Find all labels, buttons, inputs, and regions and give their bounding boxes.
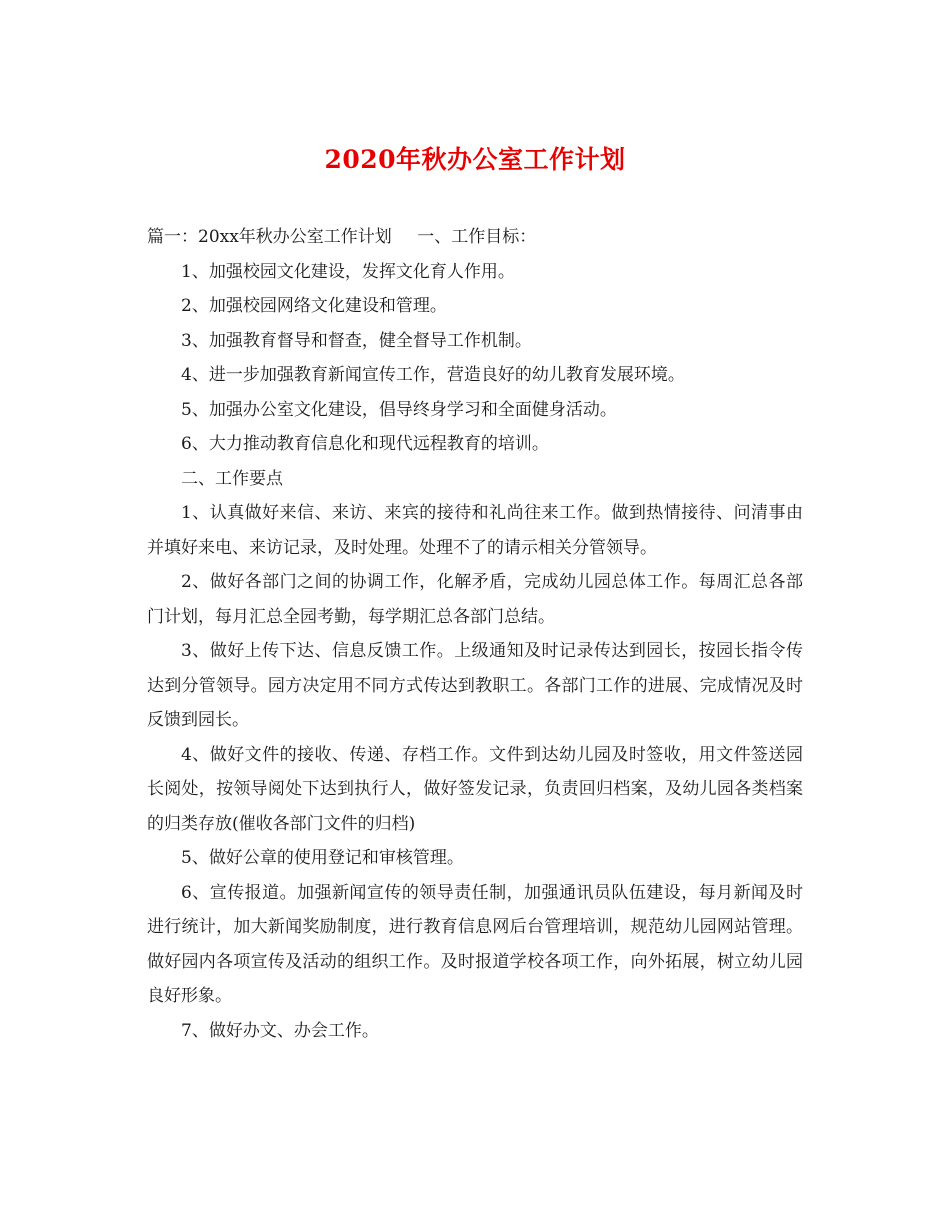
paragraph: 6、宣传报道。加强新闻宣传的领导责任制，加强通讯员队伍建设，每月新闻及时进行统计，加大新闻奖励制度，进行教育信息网后台管理培训，规范幼儿园网站管理。做好园内各项宣传及活动的组织工作。及时报道学校各项工作，向外拓展，树立幼儿园良好形象。 [147, 882, 803, 1006]
paragraph: 5、加强办公室文化建设，倡导终身学习和全面健身活动。 [181, 399, 617, 420]
document-title: 2020年秋办公室工作计划 [324, 145, 626, 174]
paragraph: 1、认真做好来信、来访、来宾的接待和礼尚往来工作。做到热情接待、问清事由并填好来电、来访记录，及时处理。处理不了的请示相关分管领导。 [147, 503, 803, 558]
paragraph: 6、大力推动教育信息化和现代远程教育的培训。 [181, 434, 549, 454]
paragraph: 4、进一步加强教育新闻宣传工作，营造良好的幼儿教育发展环境。 [181, 365, 685, 385]
paragraph: 1、加强校园文化建设，发挥文化育人作用。 [181, 261, 515, 282]
paragraph: 2、做好各部门之间的协调工作，化解矛盾，完成幼儿园总体工作。每周汇总各部门计划，每月汇总全园考勤，每学期汇总各部门总结。 [147, 572, 803, 627]
paragraph: 4、做好文件的接收、传递、存档工作。文件到达幼儿园及时签收，用文件签送园长阅处，按领导阅处下达到执行人，做好签发记录，负责回归档案，及幼儿园各类档案的归类存放(催收各部门文件的归档) [147, 744, 803, 834]
document-body [147, 220, 803, 1048]
paragraph: 5、做好公章的使用登记和审核管理。 [181, 848, 464, 868]
paragraph: 篇一：20xx年秋办公室工作计划 一、工作目标： [147, 227, 537, 247]
paragraph: 3、加强教育督导和督查，健全督导工作机制。 [181, 330, 532, 351]
section-heading: 二、工作要点 [181, 468, 283, 489]
paragraph: 7、做好办文、办会工作。 [181, 1020, 379, 1041]
paragraph: 2、加强校园网络文化建设和管理。 [181, 296, 447, 316]
paragraph: 3、做好上传下达、信息反馈工作。上级通知及时记录传达到园长，按园长指令传达到分管领导。园方决定用不同方式传达到教职工。各部门工作的进展、完成情况及时反馈到园长。 [147, 641, 803, 730]
